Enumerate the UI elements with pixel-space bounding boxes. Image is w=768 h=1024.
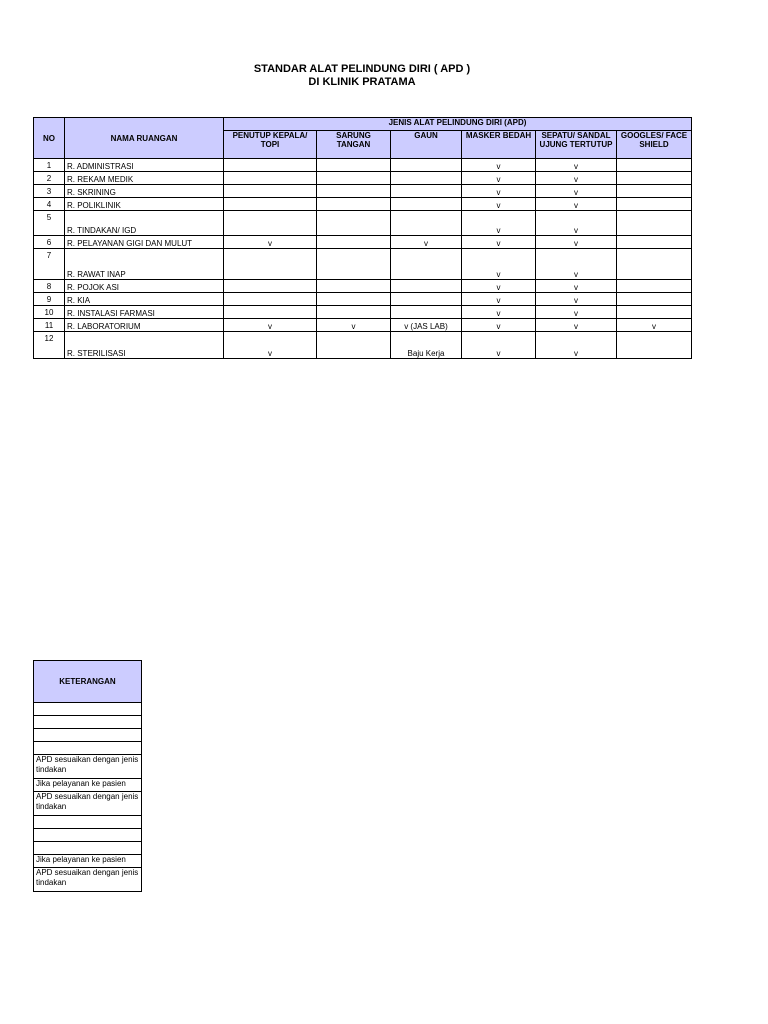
row-gloves xyxy=(317,172,391,185)
row-gloves xyxy=(317,159,391,172)
row-gown xyxy=(391,306,462,319)
keterangan-cell: APD sesuaikan dengan jenis tindakan xyxy=(34,868,142,892)
apd-standard-table xyxy=(33,117,692,359)
row-gloves xyxy=(317,236,391,249)
row-number: 10 xyxy=(34,306,65,319)
row-head-cover: v xyxy=(224,332,317,359)
row-goggles-face-shield xyxy=(617,159,692,172)
row-gown xyxy=(391,280,462,293)
header-gown: GAUN xyxy=(391,131,462,159)
keterangan-cell: APD sesuaikan dengan jenis tindakan xyxy=(34,755,142,779)
row-goggles-face-shield xyxy=(617,249,692,280)
row-number: 11 xyxy=(34,319,65,332)
keterangan-cell xyxy=(34,703,142,716)
row-gown xyxy=(391,185,462,198)
row-room-name: R. PELAYANAN GIGI DAN MULUT xyxy=(65,236,224,249)
row-surgical-mask: v xyxy=(462,332,536,359)
row-head-cover xyxy=(224,198,317,211)
row-head-cover: v xyxy=(224,236,317,249)
keterangan-header: KETERANGAN xyxy=(34,661,142,703)
row-goggles-face-shield xyxy=(617,211,692,236)
row-head-cover: v xyxy=(224,319,317,332)
document-title xyxy=(0,63,724,89)
keterangan-cell: APD sesuaikan dengan jenis tindakan xyxy=(34,792,142,816)
table-row xyxy=(34,280,692,293)
row-surgical-mask: v xyxy=(462,198,536,211)
keterangan-row xyxy=(34,855,142,868)
row-gloves xyxy=(317,293,391,306)
table-row xyxy=(34,319,692,332)
keterangan-row xyxy=(34,779,142,792)
header-goggles-face-shield: GOOGLES/ FACE SHIELD xyxy=(617,131,692,159)
row-number: 8 xyxy=(34,280,65,293)
row-closed-shoes: v xyxy=(536,280,617,293)
row-room-name: R. LABORATORIUM xyxy=(65,319,224,332)
row-goggles-face-shield xyxy=(617,293,692,306)
header-no: NO xyxy=(34,118,65,159)
row-number: 9 xyxy=(34,293,65,306)
row-surgical-mask: v xyxy=(462,236,536,249)
row-closed-shoes: v xyxy=(536,332,617,359)
row-surgical-mask: v xyxy=(462,211,536,236)
row-closed-shoes: v xyxy=(536,211,617,236)
keterangan-row xyxy=(34,842,142,855)
row-number: 1 xyxy=(34,159,65,172)
row-gown xyxy=(391,293,462,306)
row-room-name: R. POJOK ASI xyxy=(65,280,224,293)
row-surgical-mask: v xyxy=(462,249,536,280)
row-closed-shoes: v xyxy=(536,306,617,319)
row-surgical-mask: v xyxy=(462,306,536,319)
row-goggles-face-shield xyxy=(617,332,692,359)
table-row xyxy=(34,211,692,236)
title-line-1: STANDAR ALAT PELINDUNG DIRI ( APD ) xyxy=(253,63,471,75)
row-gloves xyxy=(317,280,391,293)
row-number: 2 xyxy=(34,172,65,185)
row-head-cover xyxy=(224,293,317,306)
row-gloves xyxy=(317,211,391,236)
keterangan-row xyxy=(34,755,142,779)
row-gown: Baju Kerja xyxy=(391,332,462,359)
apd-table-body xyxy=(34,159,692,359)
keterangan-cell xyxy=(34,729,142,742)
keterangan-cell: Jika pelayanan ke pasien xyxy=(34,855,142,868)
row-goggles-face-shield xyxy=(617,198,692,211)
row-surgical-mask: v xyxy=(462,172,536,185)
header-closed-shoes: SEPATU/ SANDAL UJUNG TERTUTUP xyxy=(536,131,617,159)
table-row xyxy=(34,172,692,185)
row-room-name: R. STERILISASI xyxy=(65,332,224,359)
row-room-name: R. POLIKLINIK xyxy=(65,198,224,211)
table-row xyxy=(34,249,692,280)
row-closed-shoes: v xyxy=(536,249,617,280)
row-room-name: R. REKAM MEDIK xyxy=(65,172,224,185)
row-gloves: v xyxy=(317,319,391,332)
row-goggles-face-shield xyxy=(617,172,692,185)
row-goggles-face-shield: v xyxy=(617,319,692,332)
keterangan-cell xyxy=(34,842,142,855)
row-room-name: R. SKRINING xyxy=(65,185,224,198)
keterangan-cell xyxy=(34,816,142,829)
row-surgical-mask: v xyxy=(462,280,536,293)
row-number: 3 xyxy=(34,185,65,198)
keterangan-row xyxy=(34,716,142,729)
row-surgical-mask: v xyxy=(462,159,536,172)
header-apd-group: JENIS ALAT PELINDUNG DIRI (APD) xyxy=(224,118,692,131)
row-gloves xyxy=(317,185,391,198)
keterangan-row xyxy=(34,816,142,829)
row-head-cover xyxy=(224,280,317,293)
keterangan-row xyxy=(34,742,142,755)
keterangan-body xyxy=(34,703,142,892)
table-row xyxy=(34,236,692,249)
keterangan-row xyxy=(34,729,142,742)
row-number: 4 xyxy=(34,198,65,211)
table-row xyxy=(34,159,692,172)
row-head-cover xyxy=(224,159,317,172)
row-surgical-mask: v xyxy=(462,293,536,306)
keterangan-row xyxy=(34,792,142,816)
row-number: 6 xyxy=(34,236,65,249)
row-closed-shoes: v xyxy=(536,198,617,211)
row-number: 7 xyxy=(34,249,65,280)
keterangan-row xyxy=(34,868,142,892)
row-closed-shoes: v xyxy=(536,293,617,306)
row-gown xyxy=(391,159,462,172)
row-head-cover xyxy=(224,172,317,185)
table-row xyxy=(34,198,692,211)
row-gown: v (JAS LAB) xyxy=(391,319,462,332)
row-goggles-face-shield xyxy=(617,280,692,293)
keterangan-cell xyxy=(34,716,142,729)
title-line-2: DI KLINIK PRATAMA xyxy=(308,76,416,88)
row-gloves xyxy=(317,198,391,211)
row-room-name: R. RAWAT INAP xyxy=(65,249,224,280)
row-gown xyxy=(391,172,462,185)
row-head-cover xyxy=(224,185,317,198)
row-head-cover xyxy=(224,306,317,319)
header-head-cover: PENUTUP KEPALA/ TOPI xyxy=(224,131,317,159)
header-room-name: NAMA RUANGAN xyxy=(65,118,224,159)
table-row xyxy=(34,185,692,198)
row-gloves xyxy=(317,249,391,280)
table-row xyxy=(34,332,692,359)
keterangan-table xyxy=(33,660,142,892)
row-closed-shoes: v xyxy=(536,185,617,198)
row-closed-shoes: v xyxy=(536,236,617,249)
keterangan-row xyxy=(34,703,142,716)
keterangan-cell: Jika pelayanan ke pasien xyxy=(34,779,142,792)
keterangan-cell xyxy=(34,742,142,755)
row-gloves xyxy=(317,332,391,359)
row-head-cover xyxy=(224,249,317,280)
row-closed-shoes: v xyxy=(536,159,617,172)
row-goggles-face-shield xyxy=(617,306,692,319)
keterangan-row xyxy=(34,829,142,842)
header-surgical-mask: MASKER BEDAH xyxy=(462,131,536,159)
row-gown xyxy=(391,198,462,211)
row-gown xyxy=(391,211,462,236)
row-closed-shoes: v xyxy=(536,172,617,185)
row-room-name: R. INSTALASI FARMASI xyxy=(65,306,224,319)
table-row xyxy=(34,293,692,306)
row-room-name: R. ADMINISTRASI xyxy=(65,159,224,172)
table-row xyxy=(34,306,692,319)
row-goggles-face-shield xyxy=(617,236,692,249)
row-room-name: R. TINDAKAN/ IGD xyxy=(65,211,224,236)
row-gloves xyxy=(317,306,391,319)
keterangan-cell xyxy=(34,829,142,842)
header-gloves: SARUNG TANGAN xyxy=(317,131,391,159)
row-surgical-mask: v xyxy=(462,185,536,198)
row-room-name: R. KIA xyxy=(65,293,224,306)
row-gown: v xyxy=(391,236,462,249)
row-goggles-face-shield xyxy=(617,185,692,198)
row-head-cover xyxy=(224,211,317,236)
row-number: 5 xyxy=(34,211,65,236)
row-gown xyxy=(391,249,462,280)
row-number: 12 xyxy=(34,332,65,359)
row-surgical-mask: v xyxy=(462,319,536,332)
row-closed-shoes: v xyxy=(536,319,617,332)
